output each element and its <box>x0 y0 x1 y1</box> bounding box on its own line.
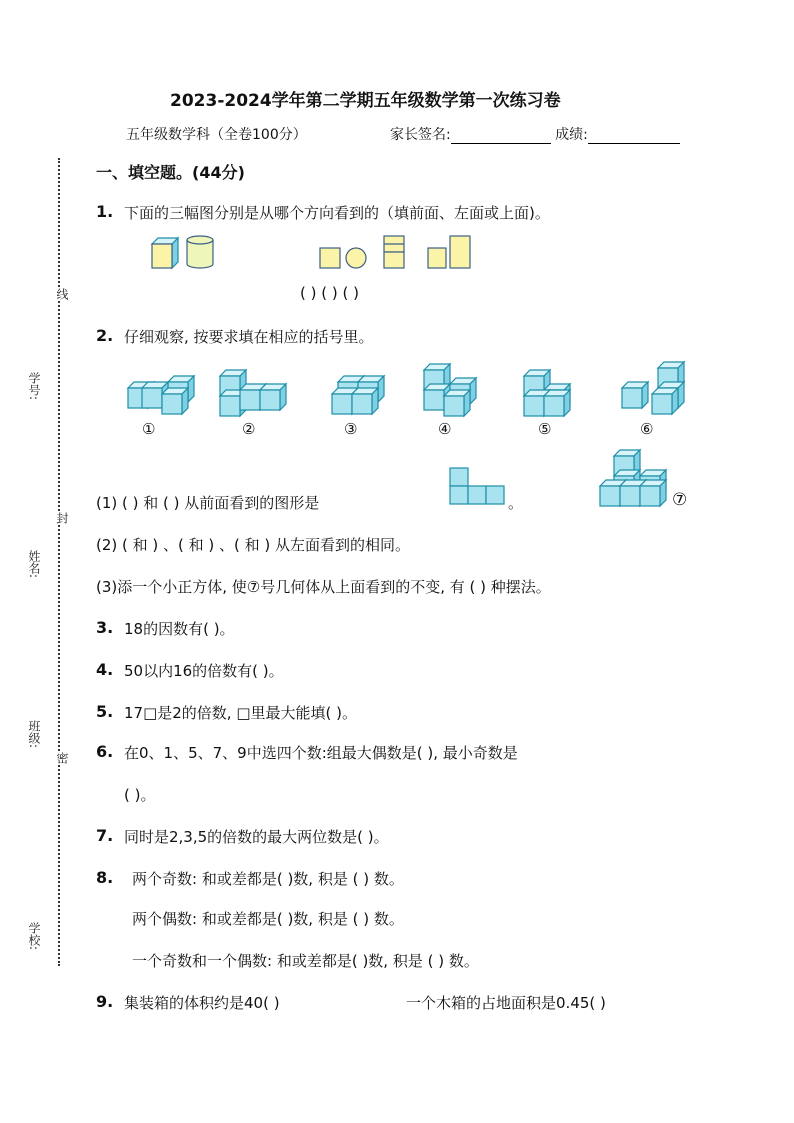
mark-close: 密 <box>55 752 69 764</box>
cube-figure-4 <box>424 364 476 416</box>
q2-text: 仔细观察, 按要求填在相应的括号里。 <box>124 328 374 346</box>
cube-figure-6 <box>622 362 684 414</box>
q6-text-cont[interactable]: ( )。 <box>124 786 156 804</box>
figure-label-4: ④ <box>438 420 452 438</box>
q9-number: 9. <box>96 992 114 1011</box>
figure-label-3: ③ <box>344 420 358 438</box>
q8-line3[interactable]: 一个奇数和一个偶数: 和或差都是( )数, 积是 ( ) 数。 <box>132 952 479 970</box>
q5-number: 5. <box>96 702 114 721</box>
q4-number: 4. <box>96 660 114 679</box>
q5-text[interactable]: 17□是2的倍数, □里最大能填( )。 <box>124 704 357 722</box>
q2-sub2[interactable]: (2) ( 和 ) 、( 和 ) 、( 和 ) 从左面看到的相同。 <box>96 536 411 554</box>
q4-text[interactable]: 50以内16的倍数有( )。 <box>124 662 284 680</box>
q2-sub1-end: 。 <box>508 494 524 512</box>
q1-text: 下面的三幅图分别是从哪个方向看到的（填前面、左面或上面)。 <box>124 204 550 222</box>
q1-number: 1. <box>96 202 114 221</box>
q8-line1[interactable]: 两个奇数: 和或差都是( )数, 积是 ( ) 数。 <box>132 870 404 888</box>
q2-sub1[interactable]: (1) ( ) 和 ( ) 从前面看到的图形是 <box>96 494 320 512</box>
cube-figure-5 <box>524 370 570 416</box>
q7-text[interactable]: 同时是2,3,5的倍数的最大两位数是( )。 <box>124 828 389 846</box>
q9-text-b[interactable]: 一个木箱的占地面积是0.45( ) <box>406 994 606 1012</box>
figure-label-1: ① <box>142 420 156 438</box>
page-title: 2023-2024学年第二学期五年级数学第一次练习卷 <box>170 91 561 111</box>
q6-text[interactable]: 在0、1、5、7、9中选四个数:组最大偶数是( ), 最小奇数是 <box>124 744 518 762</box>
student-no-label: 学号: <box>27 372 41 401</box>
cube-figure-7 <box>600 450 666 506</box>
q8-line2[interactable]: 两个偶数: 和或差都是( )数, 积是 ( ) 数。 <box>132 910 404 928</box>
mark-seal: 封 <box>55 512 69 524</box>
q2-number: 2. <box>96 326 114 345</box>
front-view-shape <box>450 468 504 504</box>
q2-sub3[interactable]: (3)添一个小正方体, 使⑦号几何体从上面看到的不变, 有 ( ) 种摆法。 <box>96 578 551 596</box>
figure-label-7: ⑦ <box>672 490 688 510</box>
cube-figure-1 <box>128 376 194 414</box>
figure-label-6: ⑥ <box>640 420 654 438</box>
parent-sign-label: 家长签名: <box>390 127 451 143</box>
q6-number: 6. <box>96 742 114 761</box>
class-label: 班级: <box>27 720 41 749</box>
q9-text-a[interactable]: 集装箱的体积约是40( ) <box>124 994 280 1012</box>
figure-label-5: ⑤ <box>538 420 552 438</box>
score-label: 成绩: <box>555 127 588 143</box>
q3-text[interactable]: 18的因数有( )。 <box>124 620 235 638</box>
figure-label-2: ② <box>242 420 256 438</box>
q1-answer-blanks[interactable]: ( ) ( ) ( ) <box>300 284 359 302</box>
q3-number: 3. <box>96 618 114 637</box>
q7-number: 7. <box>96 826 114 845</box>
subject-info: 五年级数学科（全卷100分） <box>126 127 307 143</box>
mark-line: 线 <box>55 288 69 300</box>
q8-number: 8. <box>96 868 114 887</box>
school-label: 学校: <box>27 922 41 951</box>
cube-figure-2 <box>220 370 286 416</box>
cube-figure-3 <box>332 376 384 414</box>
name-label: 姓名: <box>27 550 41 579</box>
section-heading: 一、填空题。(44分) <box>96 163 245 182</box>
